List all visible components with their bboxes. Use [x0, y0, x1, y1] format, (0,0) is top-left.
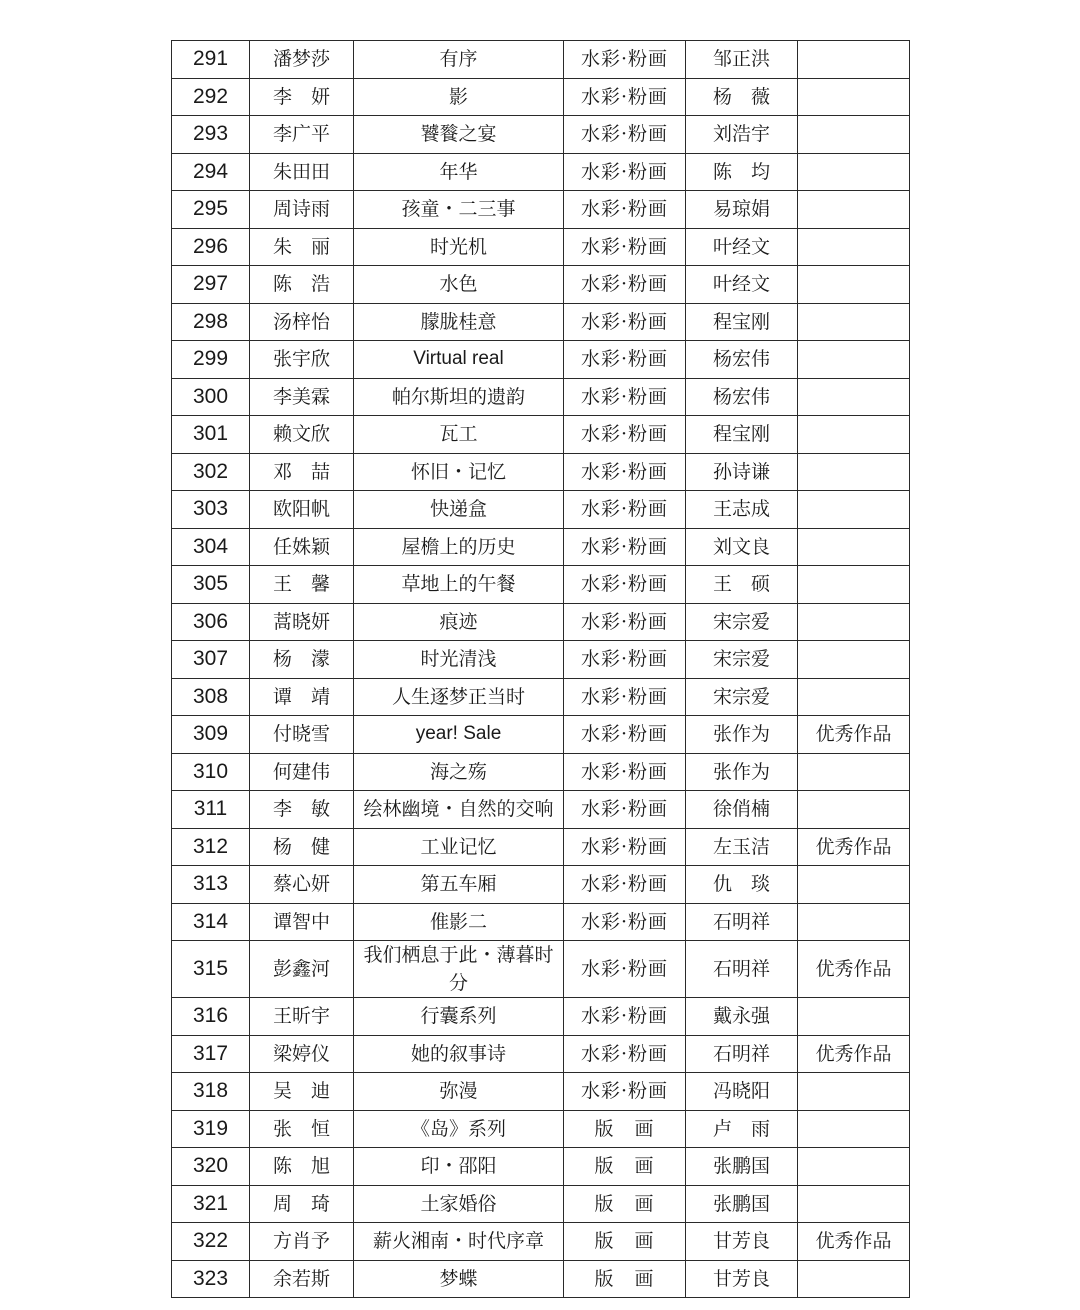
advisor-name: 左玉洁 — [686, 828, 798, 866]
work-title: 年华 — [354, 153, 564, 191]
work-title: 痕迹 — [354, 603, 564, 641]
work-title: 时光机 — [354, 228, 564, 266]
table-row — [172, 828, 910, 866]
author-name: 周诗雨 — [250, 191, 354, 229]
entry-number: 314 — [172, 903, 250, 941]
entry-number: 291 — [172, 41, 250, 79]
advisor-name: 张作为 — [686, 753, 798, 791]
work-category: 版 画 — [564, 1110, 686, 1148]
entry-number: 309 — [172, 716, 250, 754]
author-name: 朱田田 — [250, 153, 354, 191]
author-name: 任姝颖 — [250, 528, 354, 566]
entry-number: 318 — [172, 1073, 250, 1111]
award-note: 优秀作品 — [798, 1223, 910, 1261]
work-category: 水彩·粉画 — [564, 303, 686, 341]
work-category: 水彩·粉画 — [564, 641, 686, 679]
work-category: 水彩·粉画 — [564, 153, 686, 191]
work-category: 水彩·粉画 — [564, 528, 686, 566]
work-title: 水色 — [354, 266, 564, 304]
table-row — [172, 303, 910, 341]
award-note — [798, 303, 910, 341]
advisor-name: 宋宗爱 — [686, 678, 798, 716]
entry-number: 317 — [172, 1035, 250, 1073]
work-category: 水彩·粉画 — [564, 791, 686, 829]
award-note — [798, 998, 910, 1036]
work-category: 水彩·粉画 — [564, 116, 686, 154]
work-category: 水彩·粉画 — [564, 453, 686, 491]
author-name: 张 恒 — [250, 1110, 354, 1148]
author-name: 王昕宇 — [250, 998, 354, 1036]
author-name: 方肖予 — [250, 1223, 354, 1261]
author-name: 余若斯 — [250, 1260, 354, 1298]
award-note — [798, 1185, 910, 1223]
author-name: 李 敏 — [250, 791, 354, 829]
work-title: 快递盒 — [354, 491, 564, 529]
work-category: 水彩·粉画 — [564, 603, 686, 641]
table-row — [172, 641, 910, 679]
award-note — [798, 528, 910, 566]
advisor-name: 程宝刚 — [686, 303, 798, 341]
table-row — [172, 791, 910, 829]
award-note — [798, 191, 910, 229]
award-note — [798, 903, 910, 941]
work-category: 版 画 — [564, 1260, 686, 1298]
entry-number: 301 — [172, 416, 250, 454]
table-row — [172, 378, 910, 416]
entry-number: 308 — [172, 678, 250, 716]
work-title: 朦胧桂意 — [354, 303, 564, 341]
award-note: 优秀作品 — [798, 716, 910, 754]
advisor-name: 叶经文 — [686, 266, 798, 304]
work-category: 水彩·粉画 — [564, 378, 686, 416]
entry-number: 298 — [172, 303, 250, 341]
advisor-name: 叶经文 — [686, 228, 798, 266]
advisor-name: 戴永强 — [686, 998, 798, 1036]
author-name: 蒿晓妍 — [250, 603, 354, 641]
advisor-name: 宋宗爱 — [686, 603, 798, 641]
entry-number: 321 — [172, 1185, 250, 1223]
work-category: 水彩·粉画 — [564, 491, 686, 529]
entry-number: 320 — [172, 1148, 250, 1186]
work-title: 行囊系列 — [354, 998, 564, 1036]
entry-number: 299 — [172, 341, 250, 379]
award-note — [798, 1073, 910, 1111]
work-title: 梦蝶 — [354, 1260, 564, 1298]
entry-number: 323 — [172, 1260, 250, 1298]
entry-number: 322 — [172, 1223, 250, 1261]
award-note — [798, 153, 910, 191]
entry-number: 294 — [172, 153, 250, 191]
author-name: 张宇欣 — [250, 341, 354, 379]
work-title: 时光清浅 — [354, 641, 564, 679]
advisor-name: 石明祥 — [686, 941, 798, 998]
work-category: 水彩·粉画 — [564, 998, 686, 1036]
award-note — [798, 228, 910, 266]
work-title: 倠影二 — [354, 903, 564, 941]
advisor-name: 石明祥 — [686, 903, 798, 941]
table-row — [172, 228, 910, 266]
work-category: 水彩·粉画 — [564, 753, 686, 791]
work-category: 水彩·粉画 — [564, 78, 686, 116]
work-title: 第五车厢 — [354, 866, 564, 904]
entry-number: 300 — [172, 378, 250, 416]
work-category: 水彩·粉画 — [564, 266, 686, 304]
work-category: 版 画 — [564, 1185, 686, 1223]
table-row — [172, 116, 910, 154]
author-name: 欧阳帆 — [250, 491, 354, 529]
author-name: 朱 丽 — [250, 228, 354, 266]
table-row — [172, 1073, 910, 1111]
table-row — [172, 266, 910, 304]
award-note: 优秀作品 — [798, 941, 910, 998]
work-category: 水彩·粉画 — [564, 716, 686, 754]
author-name: 邓 喆 — [250, 453, 354, 491]
entry-number: 297 — [172, 266, 250, 304]
advisor-name: 仇 琰 — [686, 866, 798, 904]
entry-number: 313 — [172, 866, 250, 904]
author-name: 李美霖 — [250, 378, 354, 416]
work-category: 版 画 — [564, 1148, 686, 1186]
advisor-name: 王志成 — [686, 491, 798, 529]
work-title: 饕餮之宴 — [354, 116, 564, 154]
author-name: 付晓雪 — [250, 716, 354, 754]
work-title: 工业记忆 — [354, 828, 564, 866]
work-category: 水彩·粉画 — [564, 828, 686, 866]
award-note — [798, 566, 910, 604]
author-name: 王 馨 — [250, 566, 354, 604]
award-note — [798, 1260, 910, 1298]
award-note — [798, 641, 910, 679]
work-category: 水彩·粉画 — [564, 678, 686, 716]
author-name: 李广平 — [250, 116, 354, 154]
author-name: 杨 健 — [250, 828, 354, 866]
table-row — [172, 416, 910, 454]
award-note — [798, 416, 910, 454]
advisor-name: 宋宗爱 — [686, 641, 798, 679]
award-note — [798, 791, 910, 829]
author-name: 谭 靖 — [250, 678, 354, 716]
table-row — [172, 603, 910, 641]
award-note — [798, 491, 910, 529]
award-note — [798, 341, 910, 379]
work-title: 帕尔斯坦的遗韵 — [354, 378, 564, 416]
advisor-name: 张鹏国 — [686, 1148, 798, 1186]
author-name: 吴 迪 — [250, 1073, 354, 1111]
table-row — [172, 1223, 910, 1261]
work-category: 水彩·粉画 — [564, 866, 686, 904]
entry-number: 305 — [172, 566, 250, 604]
table-row — [172, 678, 910, 716]
advisor-name: 甘芳良 — [686, 1223, 798, 1261]
advisor-name: 石明祥 — [686, 1035, 798, 1073]
author-name: 潘梦莎 — [250, 41, 354, 79]
table-row — [172, 753, 910, 791]
entry-number: 302 — [172, 453, 250, 491]
author-name: 蔡心妍 — [250, 866, 354, 904]
advisor-name: 杨 薇 — [686, 78, 798, 116]
table-row — [172, 866, 910, 904]
work-title: 屋檐上的历史 — [354, 528, 564, 566]
entry-number: 306 — [172, 603, 250, 641]
work-category: 水彩·粉画 — [564, 903, 686, 941]
advisor-name: 王 硕 — [686, 566, 798, 604]
entry-number: 312 — [172, 828, 250, 866]
entries-table-body — [172, 41, 910, 1298]
advisor-name: 张鹏国 — [686, 1185, 798, 1223]
award-note: 优秀作品 — [798, 828, 910, 866]
work-title: year! Sale — [354, 716, 564, 754]
table-row — [172, 341, 910, 379]
entry-number: 296 — [172, 228, 250, 266]
table-row — [172, 491, 910, 529]
advisor-name: 徐俏楠 — [686, 791, 798, 829]
award-note — [798, 378, 910, 416]
entry-number: 295 — [172, 191, 250, 229]
award-note — [798, 266, 910, 304]
work-title: 人生逐梦正当时 — [354, 678, 564, 716]
work-category: 版 画 — [564, 1223, 686, 1261]
table-row — [172, 1110, 910, 1148]
award-note — [798, 603, 910, 641]
author-name: 何建伟 — [250, 753, 354, 791]
work-title: 弥漫 — [354, 1073, 564, 1111]
work-category: 水彩·粉画 — [564, 191, 686, 229]
entries-table — [171, 40, 910, 1298]
table-row — [172, 453, 910, 491]
award-note — [798, 116, 910, 154]
work-title: 绘林幽境・自然的交响 — [354, 791, 564, 829]
advisor-name: 杨宏伟 — [686, 378, 798, 416]
entry-number: 311 — [172, 791, 250, 829]
advisor-name: 孙诗谦 — [686, 453, 798, 491]
entry-number: 303 — [172, 491, 250, 529]
author-name: 赖文欣 — [250, 416, 354, 454]
work-category: 水彩·粉画 — [564, 566, 686, 604]
author-name: 陈 浩 — [250, 266, 354, 304]
entry-number: 307 — [172, 641, 250, 679]
award-note — [798, 678, 910, 716]
entry-number: 293 — [172, 116, 250, 154]
work-title: 瓦工 — [354, 416, 564, 454]
table-row — [172, 1148, 910, 1186]
table-row — [172, 1035, 910, 1073]
work-category: 水彩·粉画 — [564, 341, 686, 379]
work-title: 影 — [354, 78, 564, 116]
work-title: 她的叙事诗 — [354, 1035, 564, 1073]
entry-number: 319 — [172, 1110, 250, 1148]
table-row — [172, 528, 910, 566]
advisor-name: 杨宏伟 — [686, 341, 798, 379]
table-row — [172, 998, 910, 1036]
work-category: 水彩·粉画 — [564, 41, 686, 79]
award-note — [798, 41, 910, 79]
table-row — [172, 1260, 910, 1298]
table-row — [172, 153, 910, 191]
table-row — [172, 1185, 910, 1223]
table-row — [172, 941, 910, 998]
advisor-name: 陈 均 — [686, 153, 798, 191]
table-row — [172, 78, 910, 116]
table-row — [172, 566, 910, 604]
table-row — [172, 903, 910, 941]
work-title: 土家婚俗 — [354, 1185, 564, 1223]
award-note — [798, 753, 910, 791]
award-note — [798, 78, 910, 116]
work-category: 水彩·粉画 — [564, 941, 686, 998]
work-title: 海之殇 — [354, 753, 564, 791]
table-row — [172, 41, 910, 79]
author-name: 梁婷仪 — [250, 1035, 354, 1073]
author-name: 陈 旭 — [250, 1148, 354, 1186]
work-title: 草地上的午餐 — [354, 566, 564, 604]
author-name: 谭智中 — [250, 903, 354, 941]
author-name: 彭鑫河 — [250, 941, 354, 998]
award-note — [798, 1110, 910, 1148]
author-name: 周 琦 — [250, 1185, 354, 1223]
entry-number: 292 — [172, 78, 250, 116]
award-note — [798, 866, 910, 904]
advisor-name: 甘芳良 — [686, 1260, 798, 1298]
work-title: 薪火湘南・时代序章 — [354, 1223, 564, 1261]
work-category: 水彩·粉画 — [564, 416, 686, 454]
work-title: 怀旧・记忆 — [354, 453, 564, 491]
author-name: 汤梓怡 — [250, 303, 354, 341]
table-row — [172, 191, 910, 229]
work-title: 《岛》系列 — [354, 1110, 564, 1148]
work-category: 水彩·粉画 — [564, 228, 686, 266]
advisor-name: 冯晓阳 — [686, 1073, 798, 1111]
advisor-name: 邹正洪 — [686, 41, 798, 79]
award-note — [798, 1148, 910, 1186]
entry-number: 315 — [172, 941, 250, 998]
advisor-name: 易琼娟 — [686, 191, 798, 229]
advisor-name: 刘浩宇 — [686, 116, 798, 154]
entry-number: 304 — [172, 528, 250, 566]
table-row — [172, 716, 910, 754]
award-note: 优秀作品 — [798, 1035, 910, 1073]
advisor-name: 张作为 — [686, 716, 798, 754]
award-note — [798, 453, 910, 491]
advisor-name: 刘文良 — [686, 528, 798, 566]
advisor-name: 程宝刚 — [686, 416, 798, 454]
work-category: 水彩·粉画 — [564, 1073, 686, 1111]
advisor-name: 卢 雨 — [686, 1110, 798, 1148]
work-title: 我们栖息于此・薄暮时分 — [354, 941, 564, 998]
entry-number: 316 — [172, 998, 250, 1036]
work-title: 有序 — [354, 41, 564, 79]
work-title: Virtual real — [354, 341, 564, 379]
work-title: 孩童・二三事 — [354, 191, 564, 229]
author-name: 杨 濛 — [250, 641, 354, 679]
work-title: 印・邵阳 — [354, 1148, 564, 1186]
author-name: 李 妍 — [250, 78, 354, 116]
entry-number: 310 — [172, 753, 250, 791]
work-category: 水彩·粉画 — [564, 1035, 686, 1073]
